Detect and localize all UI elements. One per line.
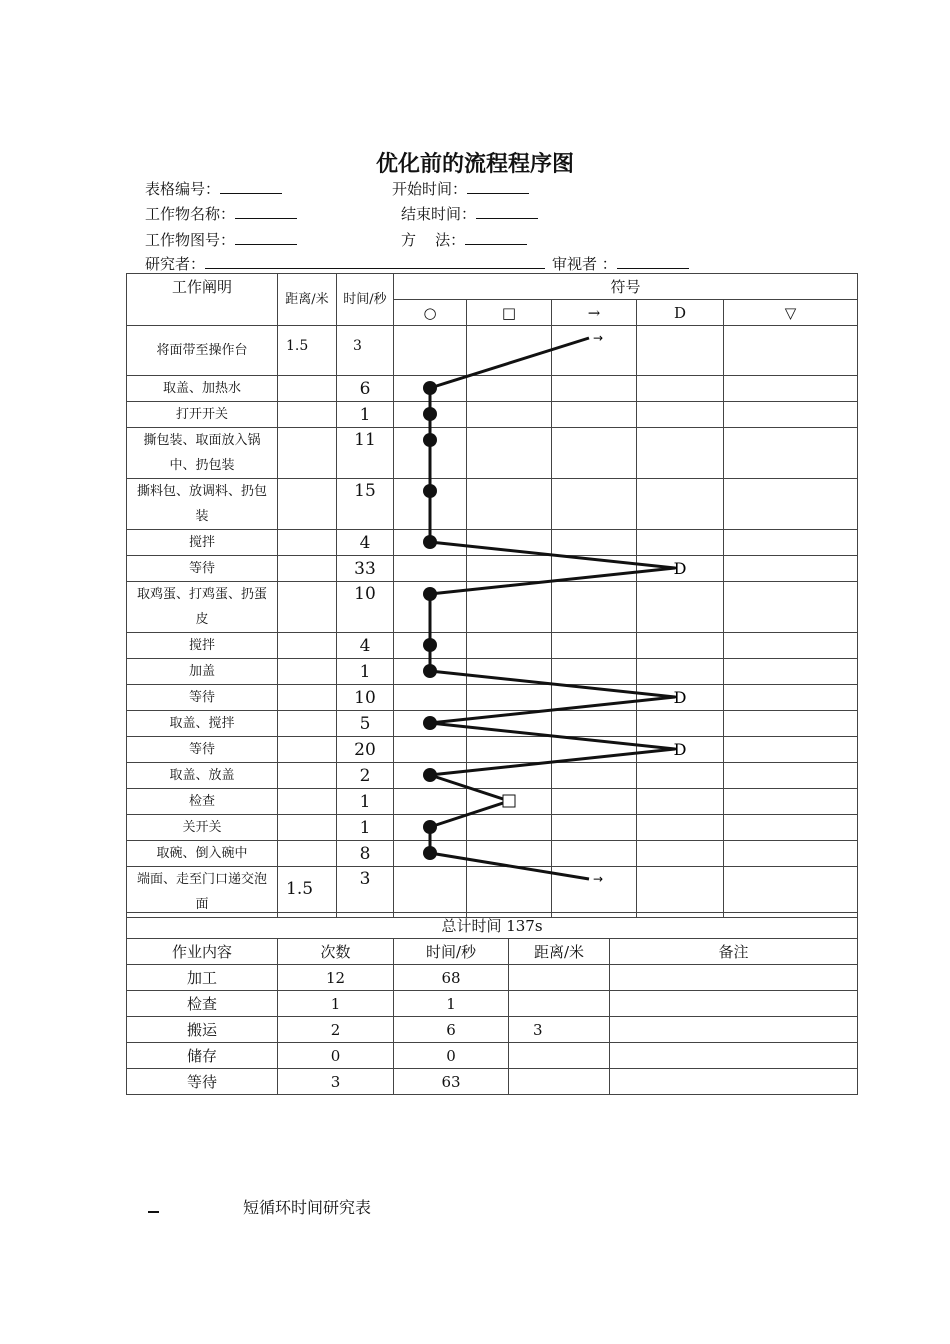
step-time: 6 bbox=[337, 376, 394, 402]
symbol-cell bbox=[724, 711, 858, 737]
step-distance bbox=[278, 428, 337, 479]
symbol-cell bbox=[467, 789, 552, 815]
summary-header-cell: 次数 bbox=[278, 939, 394, 965]
summary-cell: 检查 bbox=[127, 991, 278, 1017]
summary-header-cell: 作业内容 bbox=[127, 939, 278, 965]
step-description: 打开开关 bbox=[127, 402, 278, 428]
symbol-cell bbox=[552, 376, 637, 402]
step-row bbox=[127, 711, 858, 737]
step-row bbox=[127, 737, 858, 763]
step-distance bbox=[278, 556, 337, 582]
header-dist: 距离/米 bbox=[278, 274, 337, 326]
symbol-cell bbox=[637, 428, 724, 479]
end-time-blank bbox=[476, 204, 538, 219]
summary-header-row bbox=[127, 939, 858, 965]
symbol-cell bbox=[552, 402, 637, 428]
symbol-cell bbox=[467, 711, 552, 737]
step-distance bbox=[278, 402, 337, 428]
step-description: 端面、走至门口递交泡面 bbox=[127, 867, 278, 918]
method-field bbox=[401, 229, 527, 250]
inspection-symbol-header: □ bbox=[467, 300, 552, 326]
step-distance bbox=[278, 376, 337, 402]
summary-cell: 2 bbox=[278, 1017, 394, 1043]
summary-cell: 0 bbox=[278, 1043, 394, 1069]
step-description: 搅拌 bbox=[127, 633, 278, 659]
summary-cell bbox=[610, 1069, 858, 1095]
method-blank bbox=[465, 230, 527, 245]
header-symbols: 符号 bbox=[394, 274, 858, 300]
symbol-cell bbox=[637, 867, 724, 918]
header-row bbox=[127, 274, 858, 300]
end-time-label: 结束时间： bbox=[401, 205, 477, 223]
step-distance bbox=[278, 582, 337, 633]
summary-cell bbox=[509, 991, 610, 1017]
footer-dash bbox=[148, 1211, 159, 1213]
step-row bbox=[127, 867, 858, 918]
symbol-cell bbox=[467, 633, 552, 659]
symbol-cell bbox=[552, 582, 637, 633]
step-time: 10 bbox=[337, 582, 394, 633]
step-description: 检查 bbox=[127, 789, 278, 815]
start-time-label: 开始时间： bbox=[392, 180, 468, 198]
summary-cell: 加工 bbox=[127, 965, 278, 991]
start-time-field bbox=[392, 178, 529, 199]
step-description: 等待 bbox=[127, 556, 278, 582]
reviewer-field bbox=[552, 253, 689, 274]
symbol-cell bbox=[637, 582, 724, 633]
symbol-cell bbox=[552, 479, 637, 530]
step-description: 等待 bbox=[127, 685, 278, 711]
summary-cell bbox=[610, 1043, 858, 1069]
item-drawing-blank bbox=[235, 230, 297, 245]
end-time-field bbox=[401, 203, 538, 224]
step-row bbox=[127, 582, 858, 633]
step-row bbox=[127, 685, 858, 711]
symbol-cell bbox=[724, 737, 858, 763]
symbol-cell bbox=[394, 479, 467, 530]
step-time: 1 bbox=[337, 789, 394, 815]
form-no-label: 表格编号： bbox=[145, 180, 221, 198]
step-time: 5 bbox=[337, 711, 394, 737]
start-time-blank bbox=[467, 179, 529, 194]
symbol-cell bbox=[467, 737, 552, 763]
summary-cell: 1 bbox=[394, 991, 509, 1017]
symbol-cell bbox=[467, 376, 552, 402]
symbol-cell bbox=[637, 841, 724, 867]
step-row bbox=[127, 428, 858, 479]
step-description: 将面带至操作台 bbox=[127, 326, 278, 376]
symbol-cell bbox=[394, 428, 467, 479]
step-distance: 1.5 bbox=[278, 326, 337, 376]
symbol-cell bbox=[637, 737, 724, 763]
symbol-cell bbox=[467, 556, 552, 582]
total-time-row bbox=[127, 913, 858, 939]
symbol-cell bbox=[467, 841, 552, 867]
symbol-cell bbox=[552, 659, 637, 685]
step-description: 取盖、放盖 bbox=[127, 763, 278, 789]
symbol-cell bbox=[552, 326, 637, 376]
symbol-cell bbox=[394, 841, 467, 867]
step-row bbox=[127, 479, 858, 530]
summary-cell bbox=[610, 991, 858, 1017]
researcher-label: 研究者： bbox=[145, 255, 206, 273]
method-label: 方 法： bbox=[401, 231, 466, 249]
symbol-cell bbox=[394, 582, 467, 633]
symbol-cell bbox=[467, 326, 552, 376]
step-description: 取盖、加热水 bbox=[127, 376, 278, 402]
symbol-cell bbox=[724, 659, 858, 685]
step-distance bbox=[278, 737, 337, 763]
form-no-blank bbox=[220, 179, 282, 194]
symbol-cell bbox=[467, 867, 552, 918]
step-time: 10 bbox=[337, 685, 394, 711]
symbol-cell bbox=[394, 556, 467, 582]
symbol-cell bbox=[724, 428, 858, 479]
item-name-field bbox=[145, 203, 297, 224]
symbol-cell bbox=[637, 556, 724, 582]
symbol-cell bbox=[394, 402, 467, 428]
symbol-cell bbox=[394, 711, 467, 737]
step-time: 1 bbox=[337, 659, 394, 685]
symbol-cell bbox=[394, 867, 467, 918]
step-time: 4 bbox=[337, 530, 394, 556]
step-distance bbox=[278, 659, 337, 685]
delay-node: D bbox=[673, 559, 687, 578]
page-title: 优化前的流程程序图 bbox=[375, 151, 574, 177]
symbol-cell bbox=[637, 711, 724, 737]
symbol-cell bbox=[724, 479, 858, 530]
symbol-cell bbox=[552, 737, 637, 763]
delay-node: D bbox=[673, 740, 687, 759]
step-distance bbox=[278, 789, 337, 815]
transport-node: → bbox=[592, 872, 604, 886]
symbol-cell bbox=[394, 737, 467, 763]
step-distance bbox=[278, 479, 337, 530]
step-distance bbox=[278, 530, 337, 556]
step-time: 20 bbox=[337, 737, 394, 763]
summary-row bbox=[127, 991, 858, 1017]
step-distance bbox=[278, 815, 337, 841]
symbol-cell bbox=[724, 685, 858, 711]
step-distance bbox=[278, 711, 337, 737]
summary-cell: 6 bbox=[394, 1017, 509, 1043]
step-description: 取碗、倒入碗中 bbox=[127, 841, 278, 867]
summary-cell: 等待 bbox=[127, 1069, 278, 1095]
symbol-cell bbox=[637, 633, 724, 659]
step-row bbox=[127, 815, 858, 841]
item-name-label: 工作物名称： bbox=[145, 205, 236, 223]
step-row bbox=[127, 530, 858, 556]
symbol-cell bbox=[394, 815, 467, 841]
step-description: 等待 bbox=[127, 737, 278, 763]
header-desc: 工作阐明 bbox=[127, 274, 278, 326]
step-row bbox=[127, 376, 858, 402]
summary-cell bbox=[509, 965, 610, 991]
transport-node: → bbox=[592, 331, 604, 345]
item-drawing-field bbox=[145, 229, 297, 250]
symbol-cell bbox=[552, 428, 637, 479]
symbol-cell bbox=[552, 789, 637, 815]
symbol-cell bbox=[724, 841, 858, 867]
symbol-cell bbox=[467, 402, 552, 428]
summary-header-cell: 时间/秒 bbox=[394, 939, 509, 965]
summary-cell: 12 bbox=[278, 965, 394, 991]
step-time: 3 bbox=[337, 867, 394, 918]
symbol-cell bbox=[394, 659, 467, 685]
symbol-cell bbox=[724, 815, 858, 841]
step-distance: 1.5 bbox=[278, 867, 337, 918]
step-description: 撕包装、取面放入锅中、扔包装 bbox=[127, 428, 278, 479]
symbol-cell bbox=[467, 479, 552, 530]
step-description: 取鸡蛋、打鸡蛋、扔蛋皮 bbox=[127, 582, 278, 633]
symbol-cell bbox=[637, 326, 724, 376]
summary-cell: 63 bbox=[394, 1069, 509, 1095]
step-description: 关开关 bbox=[127, 815, 278, 841]
symbol-cell bbox=[394, 789, 467, 815]
symbol-cell bbox=[394, 763, 467, 789]
step-time: 15 bbox=[337, 479, 394, 530]
item-name-blank bbox=[235, 204, 297, 219]
summary-row bbox=[127, 1069, 858, 1095]
symbol-cell bbox=[637, 479, 724, 530]
symbol-cell bbox=[552, 815, 637, 841]
summary-header-cell: 距离/米 bbox=[509, 939, 610, 965]
symbol-cell bbox=[724, 326, 858, 376]
symbol-cell bbox=[394, 530, 467, 556]
symbol-cell bbox=[467, 530, 552, 556]
summary-row bbox=[127, 1043, 858, 1069]
symbol-cell bbox=[637, 402, 724, 428]
summary-cell bbox=[509, 1069, 610, 1095]
step-row bbox=[127, 789, 858, 815]
step-time: 1 bbox=[337, 815, 394, 841]
total-time: 总计时间 137s bbox=[127, 913, 858, 939]
symbol-cell bbox=[552, 867, 637, 918]
form-no-field bbox=[145, 178, 282, 199]
symbol-cell bbox=[552, 530, 637, 556]
step-row bbox=[127, 633, 858, 659]
symbol-cell bbox=[552, 633, 637, 659]
symbol-cell bbox=[394, 633, 467, 659]
symbol-cell bbox=[552, 763, 637, 789]
step-row bbox=[127, 402, 858, 428]
step-time: 3 bbox=[337, 326, 394, 376]
reviewer-label: 审视者 ： bbox=[552, 255, 617, 273]
step-time: 4 bbox=[337, 633, 394, 659]
symbol-cell bbox=[552, 841, 637, 867]
symbol-cell bbox=[637, 376, 724, 402]
transport-symbol-header: → bbox=[552, 300, 637, 326]
symbol-cell bbox=[637, 530, 724, 556]
researcher-blank bbox=[205, 254, 545, 269]
header-time: 时间/秒 bbox=[337, 274, 394, 326]
symbol-cell bbox=[467, 685, 552, 711]
step-description: 搅拌 bbox=[127, 530, 278, 556]
summary-cell: 68 bbox=[394, 965, 509, 991]
symbol-cell bbox=[724, 530, 858, 556]
summary-cell bbox=[610, 1017, 858, 1043]
summary-cell: 1 bbox=[278, 991, 394, 1017]
summary-cell bbox=[610, 965, 858, 991]
step-distance bbox=[278, 685, 337, 711]
symbol-cell bbox=[467, 428, 552, 479]
symbol-cell bbox=[552, 685, 637, 711]
symbol-cell bbox=[724, 763, 858, 789]
symbol-cell bbox=[724, 867, 858, 918]
symbol-cell bbox=[637, 659, 724, 685]
step-distance bbox=[278, 841, 337, 867]
step-row bbox=[127, 763, 858, 789]
delay-node: D bbox=[673, 688, 687, 707]
item-drawing-label: 工作物图号： bbox=[145, 231, 236, 249]
summary-row bbox=[127, 965, 858, 991]
step-time: 8 bbox=[337, 841, 394, 867]
symbol-cell bbox=[394, 685, 467, 711]
symbol-cell bbox=[724, 402, 858, 428]
step-row bbox=[127, 556, 858, 582]
symbol-cell bbox=[637, 763, 724, 789]
symbol-cell bbox=[394, 376, 467, 402]
summary-table bbox=[126, 912, 858, 1095]
summary-row bbox=[127, 1017, 858, 1043]
researcher-field bbox=[145, 253, 545, 274]
step-distance bbox=[278, 763, 337, 789]
symbol-cell bbox=[467, 582, 552, 633]
symbol-cell bbox=[467, 659, 552, 685]
symbol-cell bbox=[552, 711, 637, 737]
summary-cell bbox=[509, 1043, 610, 1069]
symbol-cell bbox=[467, 815, 552, 841]
summary-header-cell: 备注 bbox=[610, 939, 858, 965]
step-time: 33 bbox=[337, 556, 394, 582]
step-row bbox=[127, 659, 858, 685]
symbol-cell bbox=[552, 556, 637, 582]
summary-cell: 3 bbox=[278, 1069, 394, 1095]
step-time: 1 bbox=[337, 402, 394, 428]
step-row bbox=[127, 841, 858, 867]
step-time: 11 bbox=[337, 428, 394, 479]
summary-cell: 0 bbox=[394, 1043, 509, 1069]
step-description: 加盖 bbox=[127, 659, 278, 685]
flow-process-table bbox=[126, 273, 858, 918]
step-description: 取盖、搅拌 bbox=[127, 711, 278, 737]
symbol-cell bbox=[637, 789, 724, 815]
delay-symbol-header: D bbox=[637, 300, 724, 326]
symbol-cell bbox=[637, 685, 724, 711]
symbol-cell bbox=[724, 376, 858, 402]
step-description: 撕料包、放调料、扔包装 bbox=[127, 479, 278, 530]
step-distance bbox=[278, 633, 337, 659]
operation-symbol-header: ○ bbox=[394, 300, 467, 326]
footer-caption: 短循环时间研究表 bbox=[243, 1198, 372, 1217]
storage-symbol-header: ▽ bbox=[724, 300, 858, 326]
symbol-cell bbox=[637, 815, 724, 841]
symbol-cell bbox=[724, 582, 858, 633]
reviewer-blank bbox=[617, 254, 689, 269]
symbol-cell bbox=[724, 633, 858, 659]
summary-cell: 3 bbox=[509, 1017, 610, 1043]
symbol-cell bbox=[467, 763, 552, 789]
symbol-cell bbox=[724, 556, 858, 582]
symbol-cell bbox=[724, 789, 858, 815]
summary-cell: 储存 bbox=[127, 1043, 278, 1069]
step-time: 2 bbox=[337, 763, 394, 789]
symbol-cell bbox=[394, 326, 467, 376]
summary-cell: 搬运 bbox=[127, 1017, 278, 1043]
step-row bbox=[127, 326, 858, 376]
